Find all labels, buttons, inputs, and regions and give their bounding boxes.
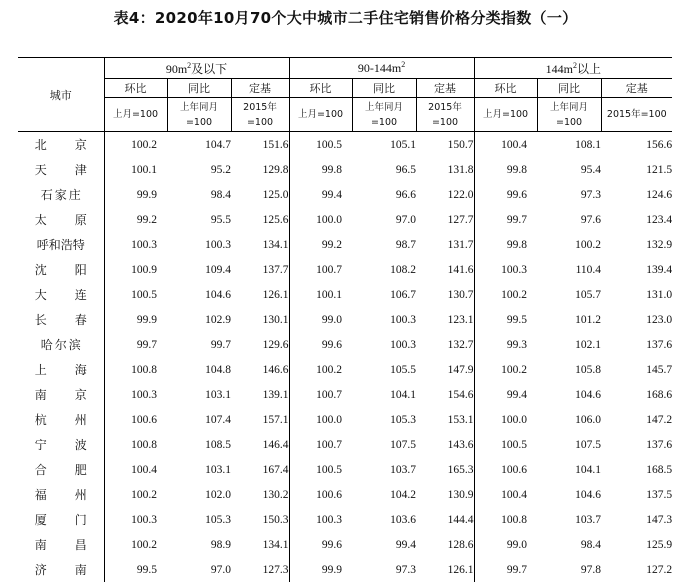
index-value-cell: 139.4 [601,257,672,282]
city-name-cell [18,257,104,282]
index-value-cell: 99.3 [474,332,537,357]
index-value-cell: 100.7 [289,432,352,457]
base-label-mom: 上月=100 [474,98,537,132]
index-value-cell: 146.6 [231,357,289,382]
table-row [18,482,672,507]
index-value-cell: 137.6 [601,432,672,457]
index-value-cell: 103.7 [537,507,601,532]
index-value-cell: 100.2 [474,282,537,307]
city-name: 北京 [35,136,87,153]
index-value-cell: 156.6 [601,132,672,158]
city-name: 石家庄 [41,186,81,203]
index-value-cell: 107.4 [167,407,231,432]
base-label-yoy: 上年同月=100 [537,98,601,132]
city-name-cell [18,282,104,307]
index-value-cell: 126.1 [416,557,474,582]
index-value-cell: 97.6 [537,207,601,232]
index-value-cell: 145.7 [601,357,672,382]
index-value-cell: 102.1 [537,332,601,357]
index-value-cell: 99.7 [167,332,231,357]
index-value-cell: 137.7 [231,257,289,282]
index-value-cell: 103.1 [167,382,231,407]
city-name-cell [18,157,104,182]
index-value-cell: 98.7 [352,232,416,257]
city-column-header: 城市 [18,58,104,132]
city-name-cell [18,132,104,158]
group-header-medium: $90-144m^2$ [289,58,474,79]
group-header-small: $90m^2$及以下 [104,58,289,79]
index-value-cell: 130.7 [416,282,474,307]
sub-header-yoy: 同比 [352,79,416,98]
index-value-cell: 129.6 [231,332,289,357]
city-name-cell [18,207,104,232]
table-title: 表4：2020年10月70个大中城市二手住宅销售价格分类指数（一） [0,4,691,32]
index-value-cell: 104.1 [537,457,601,482]
index-value-cell: 100.2 [104,132,167,158]
city-name: 呼和浩特 [37,236,85,253]
city-name: 宁波 [35,436,87,453]
sub-header-fixed: 定基 [231,79,289,98]
index-value-cell: 151.6 [231,132,289,158]
base-label-fixed: 2015年=100 [601,98,672,132]
index-value-cell: 97.3 [352,557,416,582]
index-value-cell: 165.3 [416,457,474,482]
index-value-cell: 99.4 [352,532,416,557]
table-row [18,132,672,158]
city-name: 大连 [35,286,87,303]
index-value-cell: 125.9 [601,532,672,557]
index-value-cell: 129.8 [231,157,289,182]
index-value-cell: 100.2 [537,232,601,257]
index-value-cell: 150.7 [416,132,474,158]
index-value-cell: 108.5 [167,432,231,457]
index-value-cell: 141.6 [416,257,474,282]
index-value-cell: 100.8 [474,507,537,532]
index-value-cell: 99.9 [289,557,352,582]
table-row [18,182,672,207]
index-value-cell: 126.1 [231,282,289,307]
index-value-cell: 147.3 [601,507,672,532]
table-row [18,407,672,432]
table-row [18,357,672,382]
index-value-cell: 99.8 [289,157,352,182]
index-value-cell: 132.9 [601,232,672,257]
index-value-cell: 100.8 [104,432,167,457]
index-value-cell: 99.4 [289,182,352,207]
index-value-cell: 104.2 [352,482,416,507]
index-value-cell: 104.6 [537,482,601,507]
city-name-cell [18,507,104,532]
index-value-cell: 99.2 [104,207,167,232]
index-value-cell: 95.4 [537,157,601,182]
city-name-cell [18,382,104,407]
base-label-fixed: 2015年=100 [231,98,289,132]
table-row [18,282,672,307]
sub-header-mom: 环比 [104,79,167,98]
index-value-cell: 100.0 [289,207,352,232]
table-row [18,557,672,582]
index-value-cell: 100.3 [167,232,231,257]
index-value-cell: 100.2 [104,532,167,557]
table-row [18,157,672,182]
index-value-cell: 99.4 [474,382,537,407]
index-value-cell: 103.6 [352,507,416,532]
table-row [18,207,672,232]
index-value-cell: 168.5 [601,457,672,482]
index-value-cell: 99.6 [289,532,352,557]
index-value-cell: 127.2 [601,557,672,582]
index-value-cell: 97.8 [537,557,601,582]
base-header-row [18,98,672,132]
index-value-cell: 98.4 [537,532,601,557]
index-value-cell: 121.5 [601,157,672,182]
index-value-cell: 99.7 [474,207,537,232]
index-value-cell: 154.6 [416,382,474,407]
index-value-cell: 132.7 [416,332,474,357]
index-value-cell: 105.3 [167,507,231,532]
index-value-cell: 100.7 [289,257,352,282]
index-value-cell: 104.6 [167,282,231,307]
index-value-cell: 106.0 [537,407,601,432]
index-value-cell: 106.7 [352,282,416,307]
sub-header-yoy: 同比 [167,79,231,98]
index-value-cell: 147.2 [601,407,672,432]
index-value-cell: 95.5 [167,207,231,232]
base-label-fixed: 2015年=100 [416,98,474,132]
base-label-mom: 上月=100 [104,98,167,132]
city-name: 杭州 [35,411,87,428]
index-value-cell: 137.6 [601,332,672,357]
index-value-cell: 102.9 [167,307,231,332]
index-value-cell: 99.0 [289,307,352,332]
index-value-cell: 107.5 [352,432,416,457]
table-row [18,382,672,407]
index-value-cell: 103.1 [167,457,231,482]
index-value-cell: 108.1 [537,132,601,158]
index-value-cell: 100.0 [289,407,352,432]
index-value-cell: 99.5 [104,557,167,582]
index-value-cell: 100.5 [289,457,352,482]
index-value-cell: 130.1 [231,307,289,332]
index-value-cell: 105.1 [352,132,416,158]
index-value-cell: 139.1 [231,382,289,407]
city-name-cell [18,482,104,507]
index-value-cell: 109.4 [167,257,231,282]
city-name: 太原 [35,211,87,228]
index-value-cell: 104.7 [167,132,231,158]
index-value-cell: 105.7 [537,282,601,307]
index-value-cell: 105.5 [352,357,416,382]
group-header-large: $144m^2$以上 [474,58,672,79]
index-value-cell: 99.6 [474,182,537,207]
sub-header-mom: 环比 [289,79,352,98]
index-value-cell: 134.1 [231,532,289,557]
index-value-cell: 105.3 [352,407,416,432]
index-value-cell: 104.6 [537,382,601,407]
index-value-cell: 108.2 [352,257,416,282]
sub-header-mom: 环比 [474,79,537,98]
index-value-cell: 130.9 [416,482,474,507]
index-value-cell: 100.8 [104,357,167,382]
index-value-cell: 99.8 [474,157,537,182]
index-value-cell: 99.9 [104,307,167,332]
index-value-cell: 100.0 [474,407,537,432]
index-value-cell: 100.3 [352,332,416,357]
index-value-cell: 100.5 [474,432,537,457]
index-value-cell: 100.4 [474,132,537,158]
index-value-cell: 125.0 [231,182,289,207]
index-value-cell: 99.9 [104,182,167,207]
index-value-cell: 100.3 [289,507,352,532]
index-value-cell: 127.7 [416,207,474,232]
city-name: 厦门 [35,511,87,528]
index-value-cell: 123.1 [416,307,474,332]
city-name-cell [18,532,104,557]
index-value-cell: 124.6 [601,182,672,207]
city-name-cell [18,407,104,432]
index-value-cell: 95.2 [167,157,231,182]
index-value-cell: 99.2 [289,232,352,257]
city-name-cell [18,357,104,382]
index-value-cell: 147.9 [416,357,474,382]
index-value-cell: 100.9 [104,257,167,282]
index-value-cell: 98.4 [167,182,231,207]
index-value-cell: 153.1 [416,407,474,432]
table-row [18,507,672,532]
index-value-cell: 100.6 [104,407,167,432]
index-value-cell: 99.8 [474,232,537,257]
index-value-cell: 97.0 [167,557,231,582]
index-value-cell: 104.1 [352,382,416,407]
index-value-cell: 134.1 [231,232,289,257]
city-name-cell [18,457,104,482]
sub-header-fixed: 定基 [601,79,672,98]
table-row [18,457,672,482]
index-value-cell: 103.7 [352,457,416,482]
table-row [18,332,672,357]
index-value-cell: 150.3 [231,507,289,532]
index-value-cell: 130.2 [231,482,289,507]
index-value-cell: 143.6 [416,432,474,457]
city-name: 合肥 [35,461,87,478]
index-value-cell: 99.6 [289,332,352,357]
index-value-cell: 105.8 [537,357,601,382]
index-value-cell: 131.7 [416,232,474,257]
index-value-cell: 100.3 [104,382,167,407]
sub-header-yoy: 同比 [537,79,601,98]
city-name: 福州 [35,486,87,503]
index-value-cell: 137.5 [601,482,672,507]
city-name-cell [18,332,104,357]
index-value-cell: 100.4 [474,482,537,507]
index-value-cell: 100.5 [289,132,352,158]
index-value-cell: 157.1 [231,407,289,432]
index-value-cell: 110.4 [537,257,601,282]
index-value-cell: 100.7 [289,382,352,407]
index-value-cell: 100.3 [474,257,537,282]
table-body [18,132,672,582]
index-value-cell: 99.7 [474,557,537,582]
index-value-cell: 146.4 [231,432,289,457]
index-value-cell: 100.5 [104,282,167,307]
sub-header-row [18,79,672,98]
index-value-cell: 99.5 [474,307,537,332]
index-value-cell: 122.0 [416,182,474,207]
table-row [18,307,672,332]
index-value-cell: 99.7 [104,332,167,357]
city-name: 天津 [35,161,87,178]
index-value-cell: 168.6 [601,382,672,407]
index-value-cell: 97.3 [537,182,601,207]
table-row [18,432,672,457]
city-name: 南昌 [35,536,87,553]
index-value-cell: 127.3 [231,557,289,582]
index-value-cell: 98.9 [167,532,231,557]
index-value-cell: 107.5 [537,432,601,457]
index-value-cell: 100.3 [104,232,167,257]
index-value-cell: 100.2 [474,357,537,382]
city-name: 哈尔滨 [41,336,81,353]
index-value-cell: 96.6 [352,182,416,207]
index-value-cell: 167.4 [231,457,289,482]
city-name: 南京 [35,386,87,403]
index-value-cell: 128.6 [416,532,474,557]
table-row [18,532,672,557]
index-value-cell: 100.4 [104,457,167,482]
base-label-yoy: 上年同月=100 [167,98,231,132]
city-name: 沈阳 [35,261,87,278]
index-value-cell: 123.4 [601,207,672,232]
index-value-cell: 100.1 [289,282,352,307]
index-value-cell: 101.2 [537,307,601,332]
index-value-cell: 100.1 [104,157,167,182]
city-name-cell [18,182,104,207]
index-value-cell: 96.5 [352,157,416,182]
city-name: 济南 [35,561,87,578]
price-index-table [18,57,672,582]
city-name-cell [18,432,104,457]
table-row [18,232,672,257]
base-label-mom: 上月=100 [289,98,352,132]
index-value-cell: 131.0 [601,282,672,307]
city-name-cell [18,232,104,257]
index-value-cell: 131.8 [416,157,474,182]
city-name-cell [18,307,104,332]
base-label-yoy: 上年同月=100 [352,98,416,132]
city-name: 上海 [35,361,87,378]
city-name: 长春 [35,311,87,328]
index-value-cell: 144.4 [416,507,474,532]
index-value-cell: 125.6 [231,207,289,232]
index-value-cell: 104.8 [167,357,231,382]
table-row [18,257,672,282]
index-value-cell: 100.6 [289,482,352,507]
index-value-cell: 100.2 [104,482,167,507]
index-value-cell: 99.0 [474,532,537,557]
sub-header-fixed: 定基 [416,79,474,98]
index-value-cell: 100.3 [352,307,416,332]
index-value-cell: 100.2 [289,357,352,382]
index-value-cell: 102.0 [167,482,231,507]
city-name-cell [18,557,104,582]
index-value-cell: 123.0 [601,307,672,332]
index-value-cell: 100.3 [104,507,167,532]
index-value-cell: 97.0 [352,207,416,232]
index-value-cell: 100.6 [474,457,537,482]
